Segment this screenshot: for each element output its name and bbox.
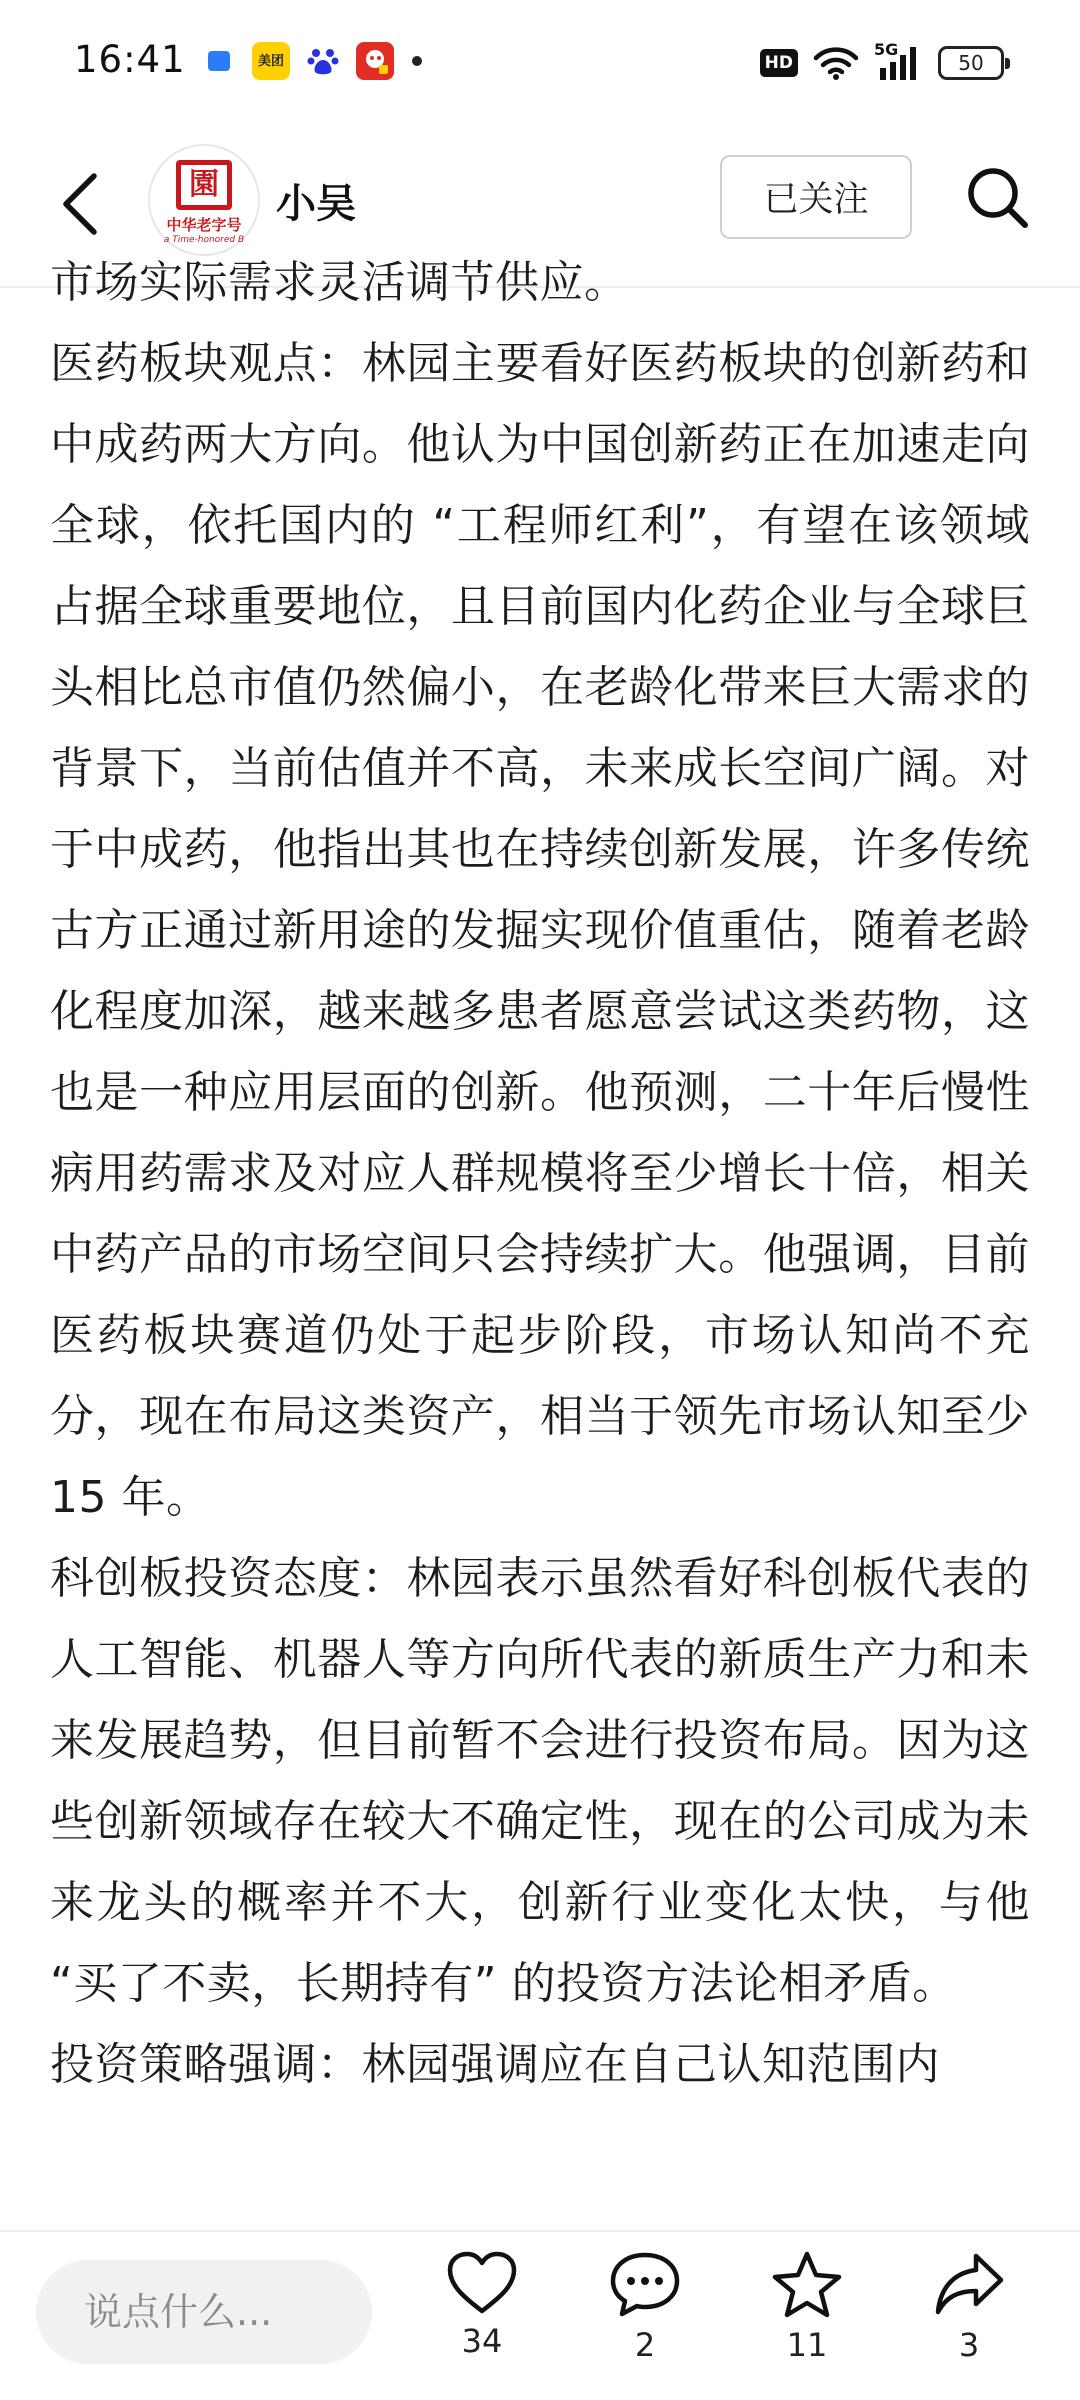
meituan-icon: 美团 xyxy=(252,42,290,80)
signal-icon: 5G xyxy=(874,44,922,82)
chevron-left-icon xyxy=(60,172,100,236)
comment-count: 2 xyxy=(634,2326,656,2364)
follow-button[interactable]: 已关注 xyxy=(720,155,912,239)
star-icon xyxy=(770,2250,844,2320)
share-button[interactable] xyxy=(914,2250,1024,2364)
status-bar xyxy=(0,0,1080,120)
status-time: 16:41 xyxy=(74,38,186,81)
article-content xyxy=(50,242,1030,2105)
hd-badge: HD xyxy=(760,49,798,77)
back-button[interactable] xyxy=(50,164,110,244)
battery-icon: 50 xyxy=(938,46,1004,80)
like-count: 34 xyxy=(461,2322,503,2360)
search-icon xyxy=(965,165,1031,231)
share-count: 3 xyxy=(958,2326,980,2364)
comment-button[interactable] xyxy=(590,2250,700,2364)
search-button[interactable] xyxy=(958,158,1038,238)
more-notifications-dot xyxy=(412,56,422,66)
pinduoduo-icon xyxy=(356,42,394,80)
avatar-logo-mark: 園 xyxy=(176,160,232,210)
baidu-icon xyxy=(304,42,342,80)
avatar[interactable] xyxy=(148,144,260,256)
wifi-icon xyxy=(814,46,858,80)
favorite-button[interactable] xyxy=(752,2250,862,2364)
bottom-action-bar xyxy=(0,2230,1080,2400)
article-paragraph: 市场实际需求灵活调节供应。 xyxy=(50,257,629,308)
share-arrow-icon xyxy=(932,2250,1006,2320)
system-icons xyxy=(760,40,1004,82)
heart-icon xyxy=(445,2250,519,2316)
like-button[interactable] xyxy=(427,2250,537,2360)
username[interactable]: 小吴 xyxy=(276,181,356,227)
article-body[interactable] xyxy=(0,257,1080,2230)
favorite-count: 11 xyxy=(786,2326,828,2364)
comment-bubble-icon xyxy=(608,2250,682,2320)
message-icon xyxy=(200,42,238,80)
avatar-logo-text: 中华老字号 xyxy=(166,216,242,234)
article-paragraph: 科创板投资态度：林园表示虽然看好科创板代表的人工智能、机器人等方向所代表的新质生产力和未来发展趋势，但目前暂不会进行投资布局。因为这些创新领域存在较大不确定性，现在的公司成为未来龙头的概率并不大，创新行业变化太快，与他 “买了不卖，长期持有” 的投资方法论相矛盾。 xyxy=(50,1553,1030,2009)
article-paragraph: 投资策略强调：林园强调应在自己认知范围内 xyxy=(50,2039,940,2090)
avatar-logo-subtext: a Time-honored B xyxy=(163,235,245,245)
notification-icons xyxy=(200,42,422,80)
comment-input[interactable] xyxy=(36,2260,372,2364)
article-paragraph: 医药板块观点：林园主要看好医药板块的创新药和中成药两大方向。他认为中国创新药正在加速走向全球，依托国内的 “工程师红利”，有望在该领域占据全球重要地位，且目前国内化药企业与全球巨头相比总市值仍然偏小，在老龄化带来巨大需求的背景下，当前估值并不高，未来成长空间广阔。对于中成药，他指出其也在持续创新发展，许多传统古方正通过新用途的发掘实现价值重估，随着老龄化程度加深，越来越多患者愿意尝试这类药物，这也是一种应用层面的创新。他预测，二十年后慢性病用药需求及对应人群规模将至少增长十倍，相关中药产品的市场空间只会持续扩大。他强调，目前医药板块赛道仍处于起步阶段，市场认知尚不充分，现在布局这类资产，相当于领先市场认知至少 15 年。 xyxy=(50,338,1030,1523)
